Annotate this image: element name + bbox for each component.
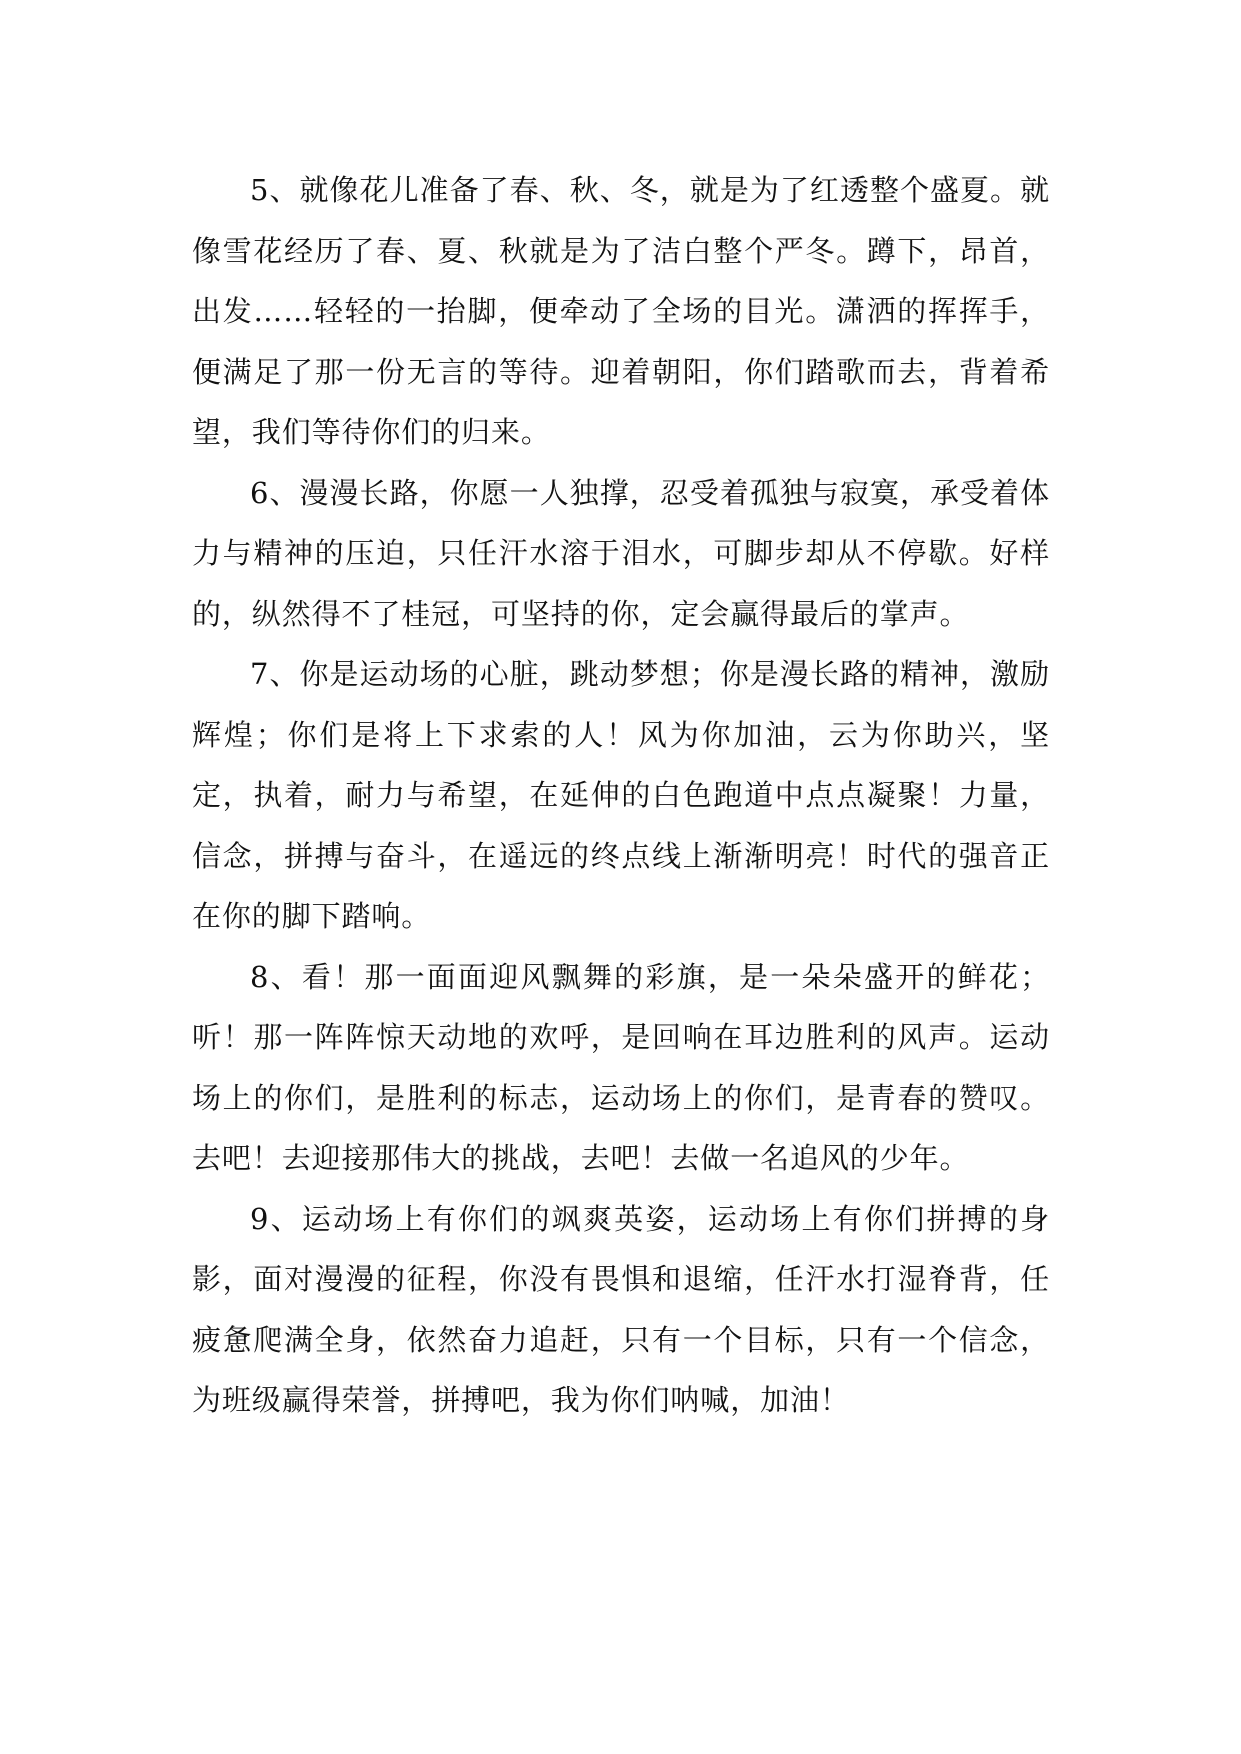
paragraph-5: 5、就像花儿准备了春、秋、冬，就是为了红透整个盛夏。就像雪花经历了春、夏、秋就是为了洁白整个严冬。蹲下，昂首，出发……轻轻的一抬脚，便牵动了全场的目光。潇洒的挥挥手，便满足了那一份无言的等待。迎着朝阳，你们踏歌而去，背着希望，我们等待你们的归来。 bbox=[192, 173, 1050, 449]
paragraph-8: 8、看！那一面面迎风飘舞的彩旗，是一朵朵盛开的鲜花；听！那一阵阵惊天动地的欢呼，是回响在耳边胜利的风声。运动场上的你们，是胜利的标志，运动场上的你们，是青春的赞叹。去吧！去迎接那伟大的挑战，去吧！去做一名追风的少年。 bbox=[192, 959, 1050, 1175]
paragraph-7: 7、你是运动场的心脏，跳动梦想；你是漫长路的精神，激励辉煌；你们是将上下求索的人！风为你加油，云为你助兴，坚定，执着，耐力与希望，在延伸的白色跑道中点点凝聚！力量，信念，拼搏与奋斗，在遥远的终点线上渐渐明亮！时代的强音正在你的脚下踏响。 bbox=[192, 657, 1050, 933]
paragraph-6: 6、漫漫长路，你愿一人独撑，忍受着孤独与寂寞，承受着体力与精神的压迫，只任汗水溶于泪水，可脚步却从不停歇。好样的，纵然得不了桂冠，可坚持的你，定会赢得最后的掌声。 bbox=[192, 475, 1050, 631]
paragraph-9: 9、运动场上有你们的飒爽英姿，运动场上有你们拼搏的身影，面对漫漫的征程，你没有畏惧和退缩，任汗水打湿脊背，任疲惫爬满全身，依然奋力追赶，只有一个目标，只有一个信念，为班级赢得荣誉，拼搏吧，我为你们呐喊，加油！ bbox=[192, 1201, 1050, 1417]
document-body bbox=[192, 160, 1050, 1431]
